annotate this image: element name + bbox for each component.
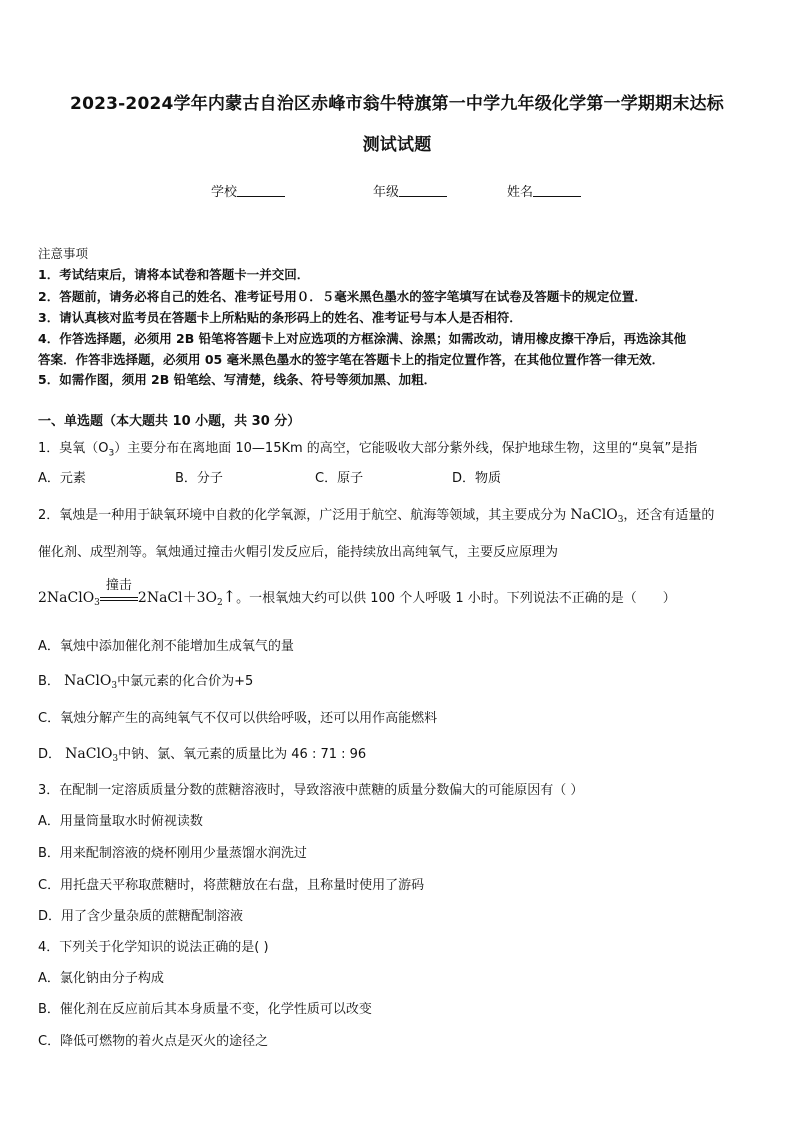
notice-item: 1．考试结束后，请将本试卷和答题卡一并交回． bbox=[38, 267, 310, 282]
q3-option-b: B．用来配制溶液的烧杯刚用少量蒸馏水润洗过 bbox=[38, 846, 307, 861]
q2-option-d: D． NaClO$_3$中钠、氯、氧元素的质量比为 46 : 71 : 96 bbox=[38, 746, 367, 764]
name-blank bbox=[533, 183, 581, 197]
q1-option-a: A．元素 bbox=[38, 471, 86, 486]
grade-label: 年级 bbox=[373, 185, 400, 200]
nacl-o3-formula: NaClO$_3$ bbox=[570, 507, 624, 525]
notice-item: 答案．作答非选择题，必须用 05 毫米黑色墨水的签字笔在答题卡上的指定位置作答，在其他位置作答一律无效． bbox=[38, 352, 665, 367]
q2-stem-part: 2．氧烛是一种用于缺氧环境中自救的化学氧源，广泛用于航空、航海等领域，其主要成分为 bbox=[38, 508, 567, 523]
q1-option-c: C．原子 bbox=[315, 471, 364, 486]
q3-option-a: A．用量筒量取水时俯视读数 bbox=[38, 814, 203, 829]
school-blank bbox=[237, 183, 285, 197]
q2-stem-part: ，还含有适量的 bbox=[623, 508, 715, 523]
school-field bbox=[211, 181, 285, 200]
notice-item: 5．如需作图，须用 2B 铅笔绘、写清楚，线条、符号等须加黑、加粗． bbox=[38, 372, 437, 387]
q3-option-d: D．用了含少量杂质的蔗糖配制溶液 bbox=[38, 909, 244, 924]
question-2-line-2: 催化剂、成型剂等。氧烛通过撞击火帽引发反应后，能持续放出高纯氧气，主要反应原理为 bbox=[38, 545, 559, 560]
q1-option-b: B．分子 bbox=[175, 471, 223, 486]
q3-option-c: C．用托盘天平称取蔗糖时，将蔗糖放在右盘，且称量时使用了游码 bbox=[38, 878, 425, 893]
q4-option-b: B．催化剂在反应前后其本身质量不变，化学性质可以改变 bbox=[38, 1002, 372, 1017]
reaction-equation bbox=[38, 578, 676, 608]
q4-option-a: A．氯化钠由分子构成 bbox=[38, 971, 164, 986]
q4-option-c: C．降低可燃物的着火点是灭火的途径之 bbox=[38, 1034, 269, 1049]
q1-stem-part: 1．臭氧（O bbox=[38, 441, 109, 456]
q1-option-d: D．物质 bbox=[452, 471, 502, 486]
eq-left: 2NaClO$_3$ bbox=[38, 590, 100, 608]
section-title: 一、单选题（本大题共 10 小题，共 30 分） bbox=[38, 414, 301, 429]
eq-condition: 撞击 bbox=[105, 578, 132, 593]
question-3-stem: 3．在配制一定溶质质量分数的蔗糖溶液时，导致溶液中蔗糖的质量分数偏大的可能原因有（ ） bbox=[38, 783, 584, 798]
gas-arrow-icon: ↑ bbox=[222, 587, 237, 606]
eq-condition-arrow bbox=[100, 578, 138, 606]
q2-option-c: C．氧烛分解产生的高纯氧气不仅可以供给呼吸，还可以用作高能燃料 bbox=[38, 711, 438, 726]
notice-item: 3．请认真核对监考员在答题卡上所粘贴的条形码上的姓名、准考证号与本人是否相符． bbox=[38, 310, 522, 325]
notice-heading: 注意事项 bbox=[38, 246, 89, 261]
name-label: 姓名 bbox=[507, 185, 534, 200]
notice-item: 2．答题前，请务必将自己的姓名、准考证号用０．５毫米黑色墨水的签字笔填写在试卷及答题卡的规定位置． bbox=[38, 289, 647, 304]
notice-item: 4．作答选择题，必须用 2B 铅笔将答题卡上对应选项的方框涂满、涂黑；如需改动，请用橡皮擦干净后，再选涂其他 bbox=[38, 331, 687, 346]
grade-blank bbox=[399, 183, 447, 197]
q2-option-a: A．氧烛中添加催化剂不能增加生成氧气的量 bbox=[38, 639, 294, 654]
eq-right: $2NaCl+3O_2$ bbox=[137, 590, 223, 608]
eq-tail: 。一根氧烛大约可以供 100 个人呼吸 1 小时。下列说法不正确的是（ ） bbox=[236, 591, 676, 606]
page-title-line-2: 测试试题 bbox=[362, 135, 432, 155]
grade-field bbox=[373, 181, 447, 200]
q1-stem-part: ）主要分布在离地面 10—15Km 的高空，它能吸收大部分紫外线，保护地球生物，这里的“臭氧”是指 bbox=[114, 441, 698, 456]
page-title-line-1: 2023-2024学年内蒙古自治区赤峰市翁牛特旗第一中学九年级化学第一学期期末达标 bbox=[70, 94, 724, 114]
name-field bbox=[507, 181, 581, 200]
question-1-stem bbox=[38, 437, 697, 459]
question-2-stem bbox=[38, 504, 714, 525]
school-label: 学校 bbox=[211, 185, 238, 200]
q1-stem-sub: 3 bbox=[108, 448, 115, 459]
question-4-stem: 4．下列关于化学知识的说法正确的是( ) bbox=[38, 940, 269, 955]
q2-option-b: B． NaClO$_3$中氯元素的化合价为+5 bbox=[38, 673, 254, 691]
